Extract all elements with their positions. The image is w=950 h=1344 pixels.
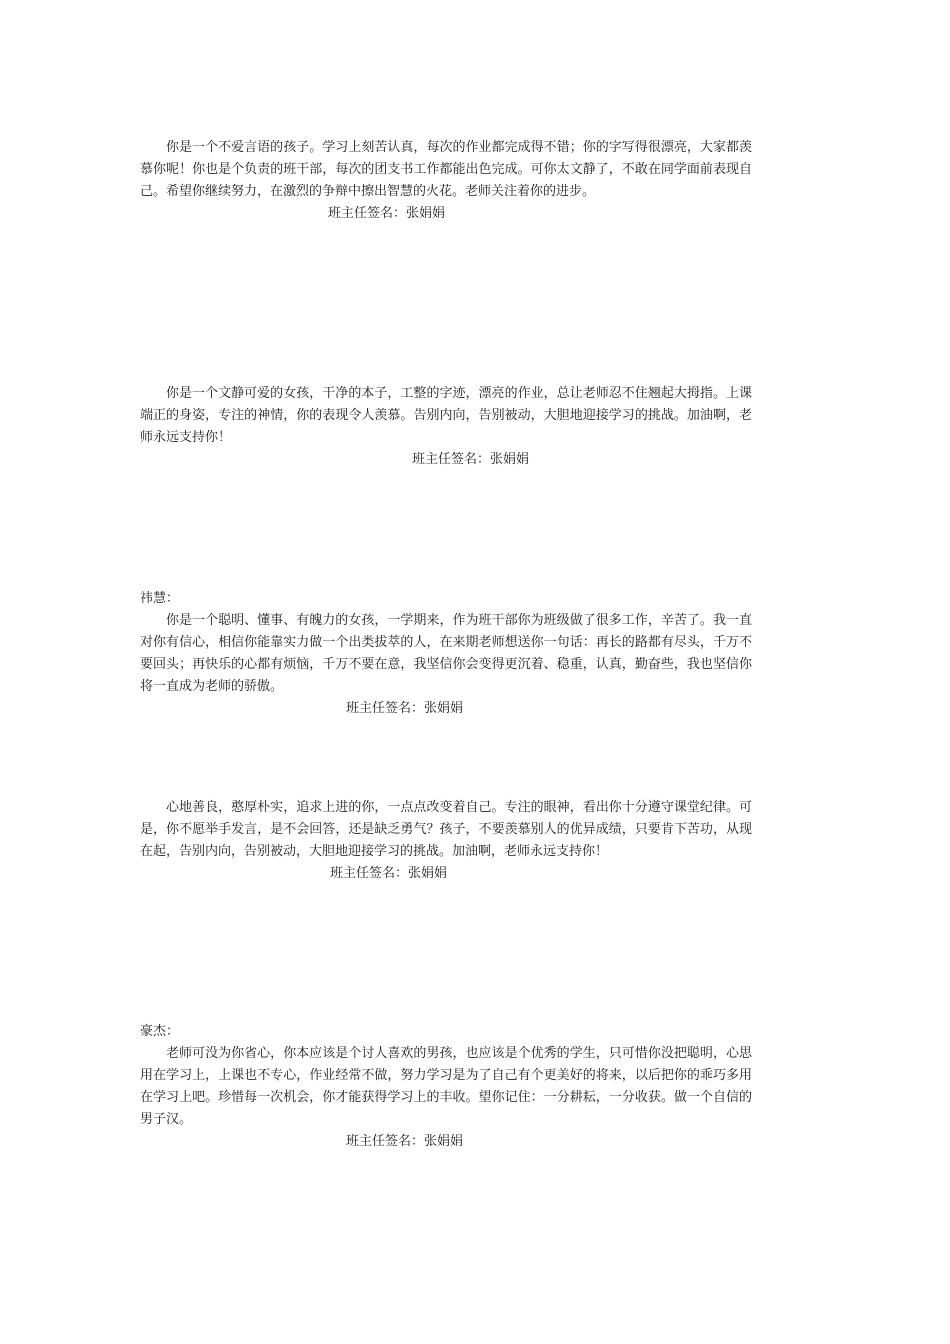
teacher-signature: 班主任签名：张娟娟 [330, 866, 448, 881]
student-name: 祎慧： [140, 591, 180, 606]
comment-text: 你是一个聪明、懂事、有魄力的女孩，一学期来，作为班干部你为班级做了很多工作，辛苦了。我一直对你有信心，相信你能靠实力做一个出类拔萃的人，在来期老师想送你一句话：再长的路都有尽头，千万不要回头；再快乐的心都有烦恼，千万不要在意，我坚信你会变得更沉着、稳重，认真，勤奋些，我也坚信你将一直成为老师的骄傲。 [140, 613, 752, 694]
comment-block-4 [140, 797, 752, 885]
comment-text: 你是一个不爱言语的孩子。学习上刻苦认真，每次的作业都完成得不错；你的字写得很漂亮，大家都羡慕你呢！你也是个负责的班干部，每次的团支书工作都能出色完成。可你太文静了，不敢在同学面前表现自己。希望你继续努力，在激烈的争辩中擦出智慧的火花。老师关注着你的进步。 [140, 140, 752, 199]
teacher-signature: 班主任签名：张娟娟 [346, 701, 464, 716]
student-name: 豪杰： [140, 1024, 180, 1039]
comment-text: 老师可没为你省心，你本应该是个讨人喜欢的男孩，也应该是个优秀的学生，只可惜你没把聪明，心思用在学习上，上课也不专心，作业经常不做，努力学习是为了自己有个更美好的将来，以后把你的乖巧多用在学习上吧。珍惜每一次机会，你才能获得学习上的丰收。望你记住：一分耕耘，一分收获。做一个自信的男子汉。 [140, 1046, 752, 1127]
teacher-signature: 班主任签名：张娟娟 [328, 206, 446, 221]
comment-text: 心地善良，憨厚朴实，追求上进的你，一点点改变着自己。专注的眼神，看出你十分遵守课堂纪律。可是，你不愿举手发言，是不会回答，还是缺乏勇气？孩子，不要羡慕别人的优异成绩，只要肯下苦功，从现在起，告别内向，告别被动，大胆地迎接学习的挑战。加油啊，老师永远支持你！ [140, 800, 752, 859]
comment-block-1 [140, 137, 752, 225]
comment-block-3 [140, 588, 752, 720]
teacher-signature: 班主任签名：张娟娟 [412, 452, 530, 467]
comment-block-5 [140, 1021, 752, 1153]
comment-text: 你是一个文静可爱的女孩，干净的本子，工整的字迹，漂亮的作业，总让老师忍不住翘起大拇指。上课端正的身姿，专注的神情，你的表现令人羡慕。告别内向，告别被动，大胆地迎接学习的挑战。加油啊，老师永远支持你！ [140, 386, 752, 445]
teacher-signature: 班主任签名：张娟娟 [346, 1134, 464, 1149]
comment-block-2 [140, 383, 752, 471]
